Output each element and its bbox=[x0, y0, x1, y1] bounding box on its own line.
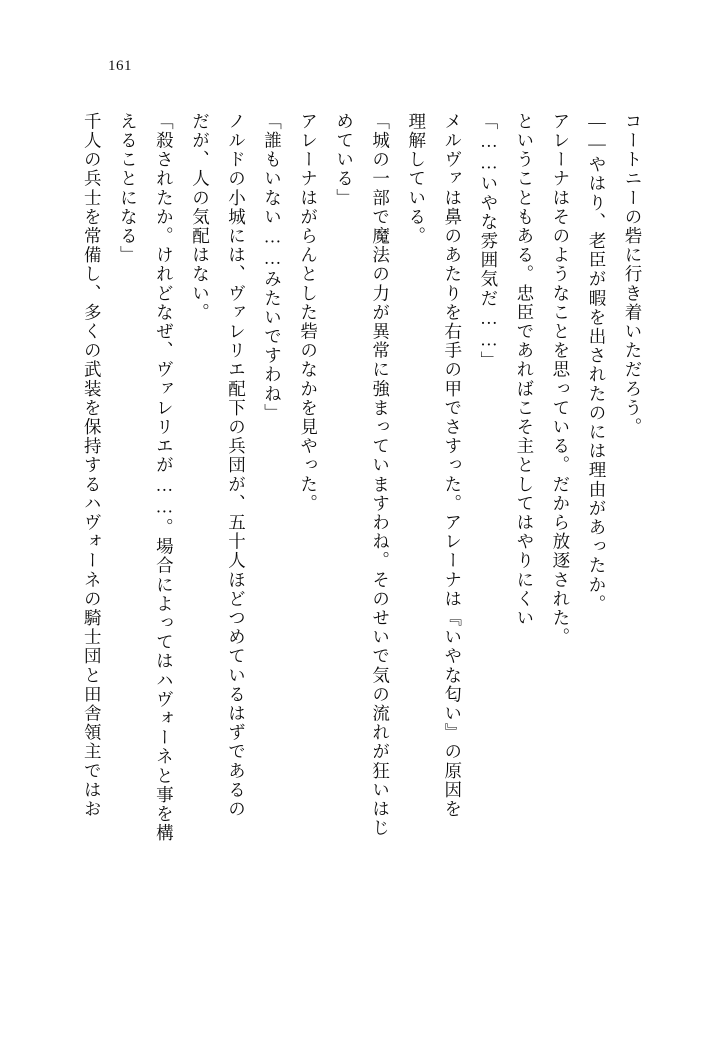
paragraph: コートニーの砦に行き着いただろう。 bbox=[623, 112, 643, 437]
paragraph: ――やはり、老臣が暇を出されたのには理由があったか。 bbox=[586, 112, 607, 614]
paragraph: えることになる」 bbox=[118, 112, 139, 265]
paragraph: 理解している。 bbox=[406, 112, 427, 246]
paragraph: アレーナはがらんとした砦のなかを見やった。 bbox=[298, 112, 319, 514]
paragraph: だが、人の気配はない。 bbox=[190, 112, 211, 323]
paragraph: ということもある。忠臣であればこそ主としてはやりにくい bbox=[514, 112, 535, 628]
paragraph: 「城の一部で魔法の力が異常に強まっていますわね。そのせいで気の流れが狂いはじ bbox=[370, 112, 391, 838]
page-number: 161 bbox=[108, 58, 132, 74]
paragraph: 「誰もいない……みたいですわね」 bbox=[262, 112, 283, 423]
paragraph: アレーナはそのようなことを思っている。だから放逐された。 bbox=[550, 112, 571, 647]
paragraph: めている」 bbox=[334, 112, 355, 208]
paragraph: ノルドの小城には、ヴァレリエ配下の兵団が、五十人ほどつめているはずであるの bbox=[226, 112, 247, 819]
paragraph: メルヴァは鼻のあたりを右手の甲でさすった。アレーナは『いやな匂い』の原因を bbox=[442, 112, 463, 819]
paragraph: 「殺されたか。けれどなぜ、ヴァレリエが……。場合によってはハヴォーネと事を構 bbox=[154, 112, 175, 843]
paragraph: 千人の兵士を常備し、多くの武装を保持するハヴォーネの騎士団と田舎領主ではお bbox=[82, 112, 103, 819]
vertical-text-body bbox=[71, 112, 651, 952]
paragraph: 「……いやな雰囲気だ……」 bbox=[478, 112, 499, 371]
